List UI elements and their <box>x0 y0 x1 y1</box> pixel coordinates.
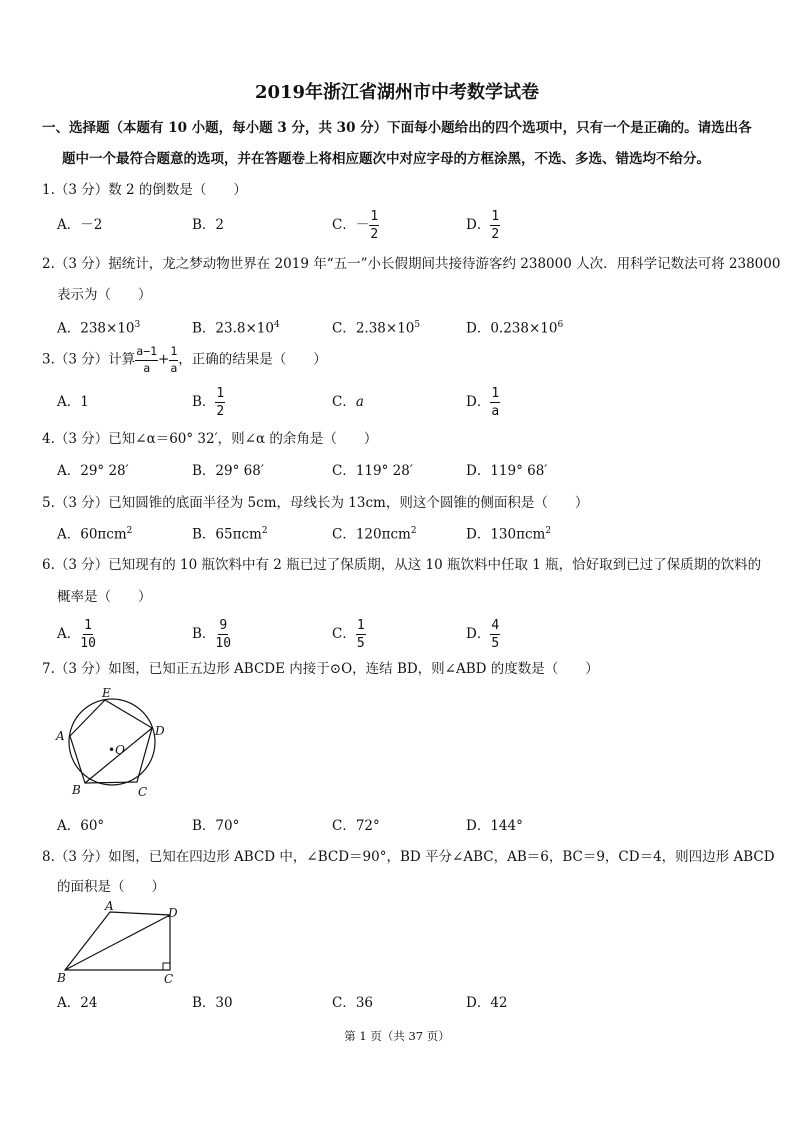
question-4-stem: 4.（3 分）已知∠α＝60° 32′，则∠α 的余角是（ ） <box>42 431 378 447</box>
question-6-option-b: B． $\frac{9}{10}$ <box>192 618 232 651</box>
question-7-option-c: C．72° <box>332 818 380 834</box>
question-8-stem-line1: 8.（3 分）如图，已知在四边形 ABCD 中，∠BCD＝90°，BD 平分∠ABC，AB＝6，BC＝9，CD＝4，则四边形 ABCD <box>42 849 775 865</box>
label-b: B <box>57 971 66 985</box>
question-6-option-c: C． $\frac{1}{5}$ <box>332 618 365 651</box>
segment-bd <box>65 915 170 970</box>
question-2-stem-line1: 2.（3 分）据统计，龙之梦动物世界在 2019 年“五一”小长假期间共接待游客约 238000 人次．用科学记数法可将 238000 <box>42 256 781 272</box>
question-6-stem-line2: 概率是（ ） <box>57 589 152 605</box>
question-7-stem: 7.（3 分）如图，已知正五边形 ABCDE 内接于⊙O，连结 BD，则∠ABD 的度数是（ ） <box>42 661 599 677</box>
question-7-option-b: B．70° <box>192 818 240 834</box>
question-3-option-a: A．1 <box>57 394 89 410</box>
question-2-stem-line2: 表示为（ ） <box>57 287 152 303</box>
question-3-option-c: C．a <box>332 394 364 410</box>
question-1-option-c: C．－ $\frac{1}{2}$ <box>332 209 379 242</box>
label-a: A <box>56 729 65 743</box>
question-8-stem-line2: 的面积是（ ） <box>57 879 165 895</box>
question-3-stem: 3.（3 分）计算 $\frac{a-1}{a}$ + $\frac{1}{a}$ ，正确的结果是（ ） <box>42 344 327 375</box>
label-b: B <box>72 783 81 797</box>
label-e: E <box>102 686 111 700</box>
question-2-option-d: D．$0.238\times 10^6$ <box>466 320 564 337</box>
section-header-line2: 题中一个最符合题意的选项，并在答题卷上将相应题次中对应字母的方框涂黑，不选、多选、错选均不给分。 <box>62 151 710 167</box>
question-7-option-d: D．144° <box>466 818 523 834</box>
label-c: C <box>164 972 174 986</box>
question-1-option-b: B．2 <box>192 217 225 233</box>
question-8-option-c: C．36 <box>332 995 374 1011</box>
question-3-option-b: B． $\frac{1}{2}$ <box>192 386 225 419</box>
question-5-option-c: C．120πcm$^2$ <box>332 526 417 543</box>
question-7-option-a: A．60° <box>57 818 105 834</box>
question-5-option-a: A．60πcm$^2$ <box>57 526 133 543</box>
question-4-option-d: D．119° 68′ <box>466 463 548 479</box>
question-1-option-d: D． $\frac{1}{2}$ <box>466 209 500 242</box>
page-title: 2019年浙江省湖州市中考数学试卷 <box>254 82 540 103</box>
quadrilateral-figure <box>55 900 185 988</box>
question-3-option-d: D． $\frac{1}{a}$ <box>466 386 500 419</box>
question-2-option-c: C．$2.38\times 10^5$ <box>332 320 421 337</box>
question-5-stem: 5.（3 分）已知圆锥的底面半径为 5cm，母线长为 13cm，则这个圆锥的侧面积是（ ） <box>42 495 589 511</box>
question-2-option-b: B．$23.8\times 10^4$ <box>192 320 280 337</box>
section-header-line1: 一、选择题（本题有 10 小题，每小题 3 分，共 30 分）下面每小题给出的四个选项中，只有一个是正确的。请选出各 <box>42 120 752 136</box>
question-4-option-a: A．29° 28′ <box>57 463 129 479</box>
pentagon-figure <box>55 686 175 800</box>
question-1-option-a: A．－2 <box>57 217 103 233</box>
question-4-option-b: B．29° 68′ <box>192 463 264 479</box>
question-6-option-d: D． $\frac{4}{5}$ <box>466 618 500 651</box>
label-d: D <box>168 906 178 920</box>
question-8-option-d: D．42 <box>466 995 508 1011</box>
question-8-option-b: B．30 <box>192 995 233 1011</box>
question-6-stem-line1: 6.（3 分）已知现有的 10 瓶饮料中有 2 瓶已过了保质期，从这 10 瓶饮料中任取 1 瓶，恰好取到已过了保质期的饮料的 <box>42 557 762 573</box>
right-angle-mark <box>163 963 170 970</box>
page-footer: 第 1 页（共 37 页） <box>344 1029 450 1043</box>
question-6-option-a: A． $\frac{1}{10}$ <box>57 618 96 651</box>
question-2-option-a: A．$238\times 10^3$ <box>57 320 141 337</box>
question-8-option-a: A．24 <box>57 995 98 1011</box>
label-a: A <box>105 899 114 913</box>
question-4-option-c: C．119° 28′ <box>332 463 413 479</box>
question-5-option-b: B．65πcm$^2$ <box>192 526 268 543</box>
pentagon-abcde <box>70 700 152 783</box>
label-d: D <box>155 724 165 738</box>
question-5-option-d: D．130πcm$^2$ <box>466 526 552 543</box>
question-1-stem: 1.（3 分）数 2 的倒数是（ ） <box>42 182 247 198</box>
label-c: C <box>138 785 148 799</box>
label-o: •O <box>108 743 125 757</box>
